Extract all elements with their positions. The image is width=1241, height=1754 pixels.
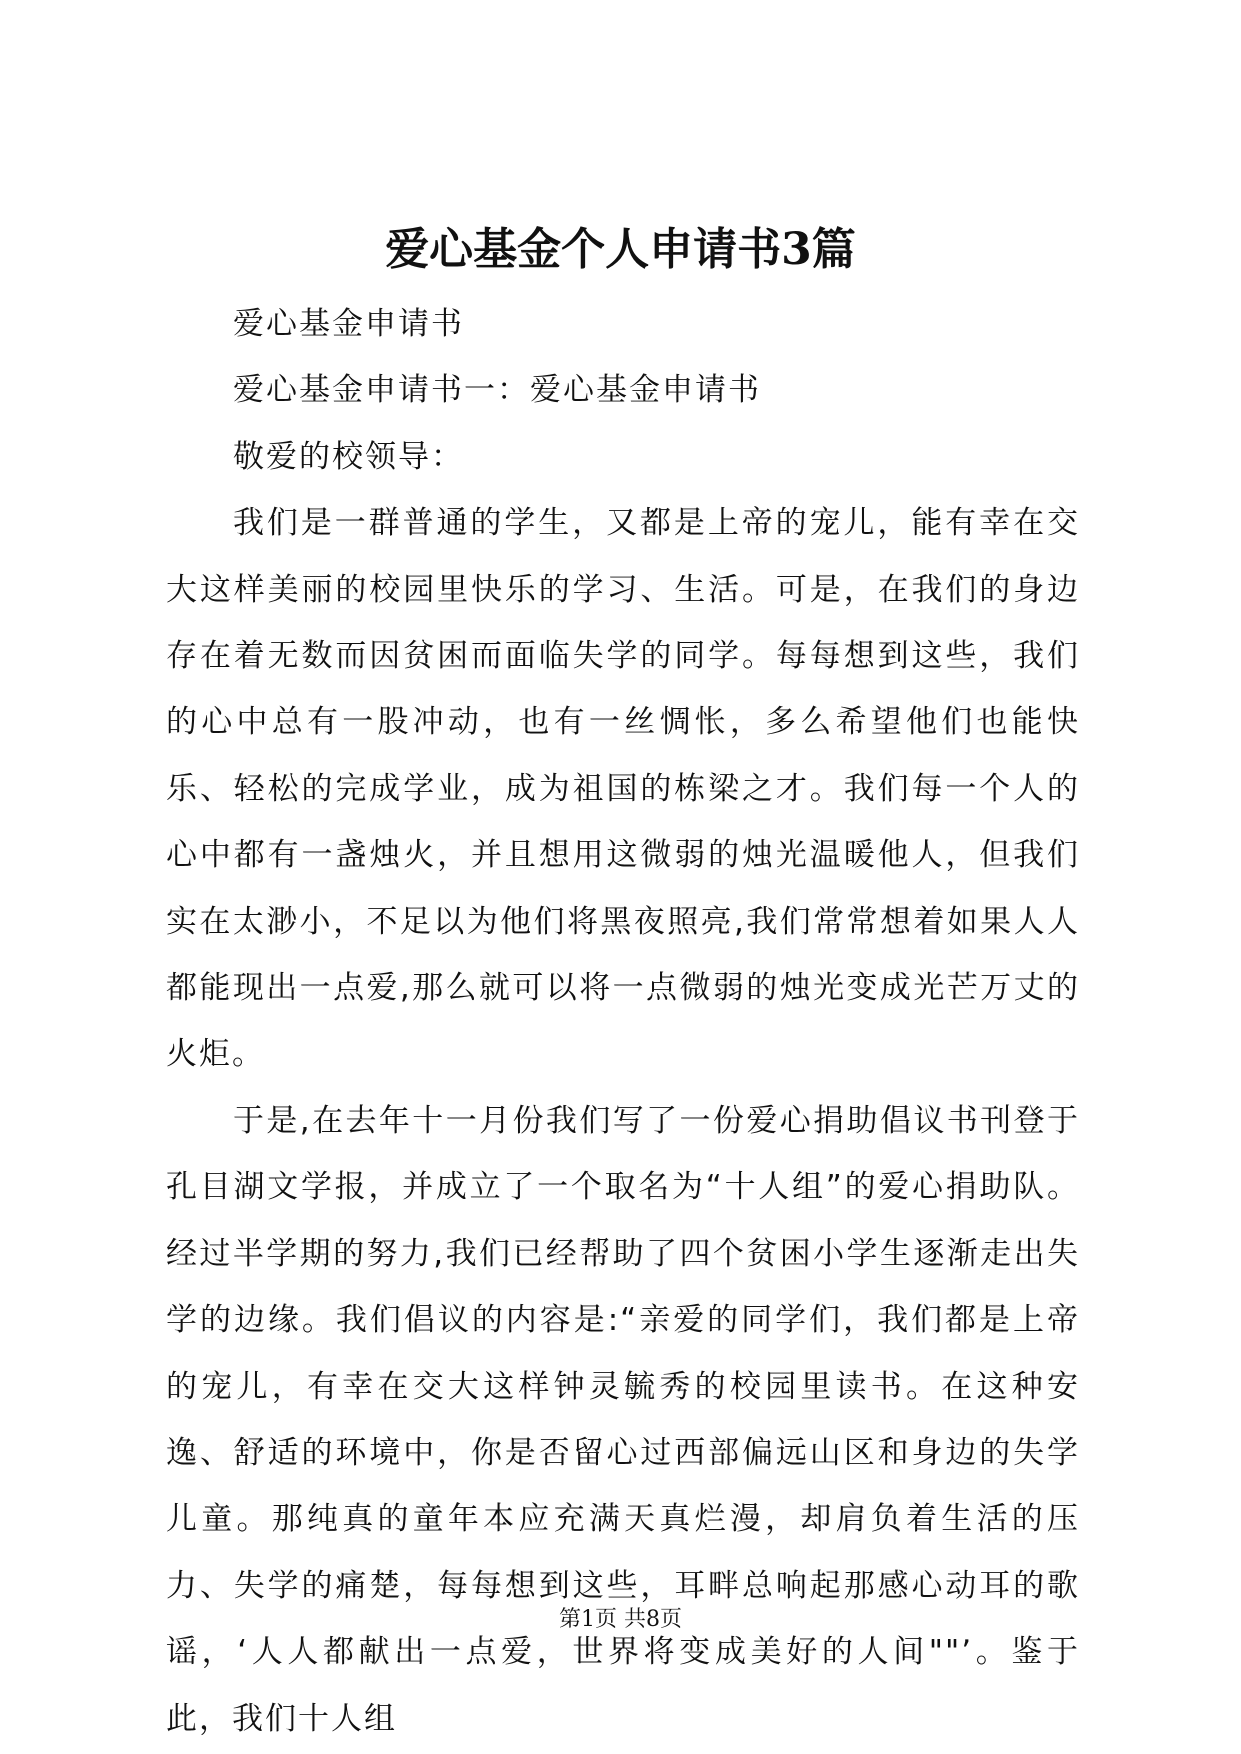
page-footer: 第1页 共8页 bbox=[559, 1607, 682, 1632]
paragraph-body-2: 于是,在去年十一月份我们写了一份爱心捐助倡议书刊登于孔目湖文学报，并成立了一个取名为“十人组”的爱心捐助队。经过半学期的努力,我们已经帮助了四个贫困小学生逐渐走出失学的边缘。我们倡议的内容是:“亲爱的同学们，我们都是上帝的宠儿，有幸在交大这样钟灵毓秀的校园里读书。在这种安逸、舒适的环境中，你是否留心过西部偏远山区和身边的失学儿童。那纯真的童年本应充满天真烂漫，却肩负着生活的压力、失学的痛楚，每每想到这些，耳畔总响起那感心动耳的歌谣，‘人人都献出一点爱，世界将变成美好的人间""’。鉴于此，我们十人组 bbox=[166, 1102, 1080, 1737]
document-title: 爱心基金个人申请书3篇 bbox=[385, 224, 856, 275]
paragraph-subheading: 爱心基金申请书一：爱心基金申请书 bbox=[233, 372, 761, 409]
paragraph-heading: 爱心基金申请书 bbox=[233, 306, 464, 342]
paragraph-salutation: 敬爱的校领导： bbox=[233, 438, 464, 475]
paragraph-body-1: 我们是一群普通的学生，又都是上帝的宠儿，能有幸在交大这样美丽的校园里快乐的学习、生活。可是，在我们的身边存在着无数而因贫困而面临失学的同学。每每想到这些，我们的心中总有一股冲动，也有一丝惆怅，多么希望他们也能快乐、轻松的完成学业，成为祖国的栋梁之才。我们每一个人的心中都有一盏烛火，并且想用这微弱的烛光温暖他人，但我们实在太渺小，不足以为他们将黑夜照亮,我们常常想着如果人人都能现出一点爱,那么就可以将一点微弱的烛光变成光芒万丈的火炬。 bbox=[166, 505, 1080, 1073]
document-body bbox=[166, 291, 1080, 1752]
